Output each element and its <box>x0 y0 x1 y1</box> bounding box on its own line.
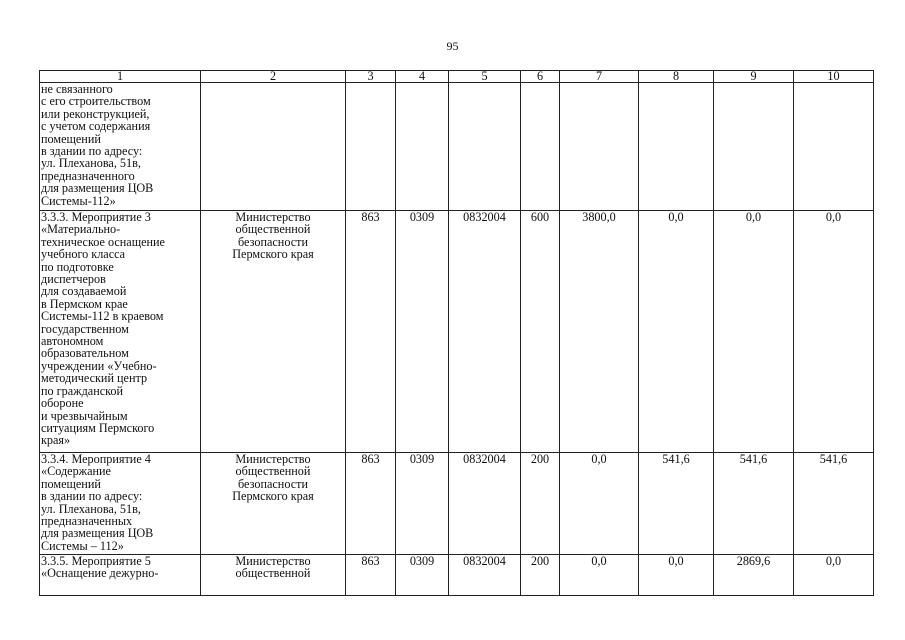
activity-name-cell: 3.3.4. Мероприятие 4 «Содержание помещений в здании по адресу: ул. Плеханова, 51в, предназначенных для размещения ЦОВ Системы – 112» <box>40 453 201 555</box>
amount-cell: 0,0 <box>714 211 794 453</box>
ministry-code-cell: 863 <box>346 211 396 453</box>
activity-name-cell: 3.3.5. Мероприятие 5 «Оснащение дежурно- <box>40 555 201 596</box>
amount-cell <box>714 83 794 211</box>
section-code-cell: 0309 <box>396 555 449 596</box>
table-row <box>40 83 874 211</box>
executor-cell <box>201 83 346 211</box>
activity-name-cell: не связанного с его строительством или реконструкцией, с учетом содержания помещений в здании по адресу: ул. Плеханова, 51в, предназначенного для размещения ЦОВ Системы-112» <box>40 83 201 211</box>
ministry-code-cell: 863 <box>346 555 396 596</box>
column-header: 5 <box>449 71 521 83</box>
activity-name-cell: 3.3.3. Мероприятие 3 «Материально- техническое оснащение учебного класса по подготовке диспетчеров для создаваемой в Пермском крае Системы-112 в краевом государственном автономном образовательном учреждении «Учебно- методический центр по гражданской обороне и чрезвычайным ситуациям Пермского края» <box>40 211 201 453</box>
amount-cell: 2869,6 <box>714 555 794 596</box>
amount-cell: 0,0 <box>560 555 639 596</box>
ministry-code-cell: 863 <box>346 453 396 555</box>
ministry-code-cell <box>346 83 396 211</box>
target-code-cell: 0832004 <box>449 453 521 555</box>
amount-cell: 0,0 <box>639 555 714 596</box>
amount-cell <box>560 83 639 211</box>
column-header: 4 <box>396 71 449 83</box>
expense-type-cell <box>521 83 560 211</box>
column-header: 2 <box>201 71 346 83</box>
amount-cell: 0,0 <box>639 211 714 453</box>
amount-cell: 0,0 <box>794 555 874 596</box>
column-header: 7 <box>560 71 639 83</box>
amount-cell: 541,6 <box>714 453 794 555</box>
column-header: 8 <box>639 71 714 83</box>
target-code-cell <box>449 83 521 211</box>
column-header: 1 <box>40 71 201 83</box>
executor-cell: Министерство общественной <box>201 555 346 596</box>
section-code-cell <box>396 83 449 211</box>
column-header: 3 <box>346 71 396 83</box>
table-row <box>40 555 874 596</box>
amount-cell: 3800,0 <box>560 211 639 453</box>
budget-table <box>39 70 874 596</box>
executor-cell: Министерство общественной безопасности Пермского края <box>201 453 346 555</box>
amount-cell <box>639 83 714 211</box>
executor-cell: Министерство общественной безопасности Пермского края <box>201 211 346 453</box>
table-row <box>40 453 874 555</box>
section-code-cell: 0309 <box>396 211 449 453</box>
column-header: 9 <box>714 71 794 83</box>
section-code-cell: 0309 <box>396 453 449 555</box>
expense-type-cell: 200 <box>521 555 560 596</box>
amount-cell: 0,0 <box>560 453 639 555</box>
page-number: 95 <box>446 39 459 53</box>
expense-type-cell: 600 <box>521 211 560 453</box>
expense-type-cell: 200 <box>521 453 560 555</box>
amount-cell <box>794 83 874 211</box>
target-code-cell: 0832004 <box>449 555 521 596</box>
amount-cell: 0,0 <box>794 211 874 453</box>
header-row <box>40 71 874 83</box>
column-header: 10 <box>794 71 874 83</box>
column-header: 6 <box>521 71 560 83</box>
target-code-cell: 0832004 <box>449 211 521 453</box>
amount-cell: 541,6 <box>639 453 714 555</box>
amount-cell: 541,6 <box>794 453 874 555</box>
table-row <box>40 211 874 453</box>
